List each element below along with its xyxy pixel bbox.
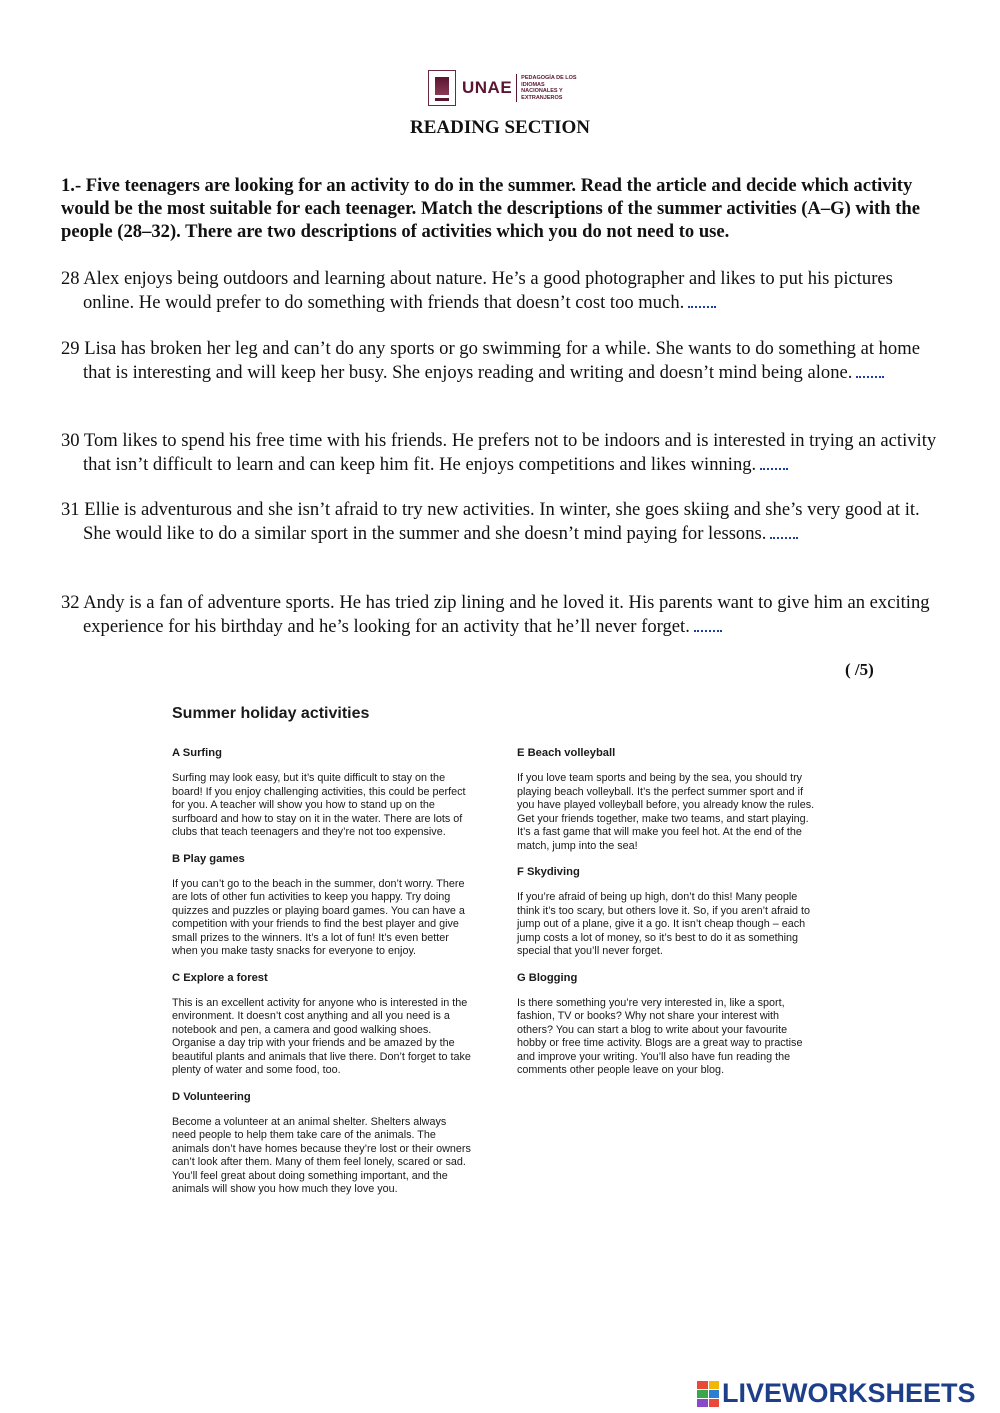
activity-heading: C Explore a forest [172,971,268,984]
activity-body: Is there something you’re very interested in, like a sport, fashion, TV or books? Why not share your interest with others? You can start a blog to write about your favourite hobby or free time activity. Blogs are a great way to practise and improve your writing. You’ll also have fun reading the comments other people leave on your blog. [517,996,803,1076]
activity-body: If you’re afraid of being up high, don’t do this! Many people think it’s too scary, but others love it. So, if you aren’t afraid to jump out of a plane, give it a go. It isn’t cheap though – each jump costs a lot of money, so it’s best to do it as something special that you’ll never forget. [517,891,811,957]
activity-body: Surfing may look easy, but it’s quite difficult to stay on the board! If you enjoy challenging activities, this could be perfect for you. A teacher will show you how to stand up on the surfboard and how to stay on it in the water. There are lots of clubs that teach teenagers and they’re not too expensive. [172,772,466,838]
section-title: READING SECTION [409,117,590,138]
logo-subtitle: PEDAGOGÍA DE LOS IDIOMAS NACIONALES Y EXTRANJEROS [521,75,577,101]
score: ( /5) [845,660,874,679]
activity-body: This is an excellent activity for anyone who is interested in the environment. It doesn’t cost anything and all you need is a notebook and pen, a camera and good walking shoes. Organise a day trip with your friends and be amazed by the beautiful plants and animals that live there. Don’t forget to take plenty of water and some food, too. [172,996,471,1076]
answer-blank-31[interactable] [770,521,798,539]
activity-heading: E Beach volleyball [517,747,616,759]
activity-heading: F Skydiving [517,866,580,878]
answer-blank-30[interactable] [760,452,788,470]
unae-emblem-icon [428,70,456,106]
question-text: 30 Tom likes to spend his free time with his friends. He prefers not to be indoors and is interested in trying an activity that isn’t difficult to learn and can keep him fit. He enjoys competitions and likes winning. [61,430,937,475]
activity-a [172,747,472,840]
answer-blank-32[interactable] [694,614,722,632]
unae-logo [428,70,581,106]
activity-heading: B Play games [172,852,245,865]
question-31 [61,498,946,545]
question-32 [61,591,946,638]
question-text: 28 Alex enjoys being outdoors and learning about nature. He’s a good photographer and likes to put his pictures online. He would prefer to do something with friends that doesn’t cost too much. [61,268,893,313]
question-text: 31 Ellie is adventurous and she isn’t afraid to try new activities. In winter, she goes skiing and she’s very good at it. She would like to do a similar sport in the summer and she doesn’t mind paying for lessons. [61,499,920,544]
question-text: 29 Lisa has broken her leg and can’t do any sports or go swimming for a while. She wants to do something at home that is interesting and will keep her busy. She enjoys reading and writing and doesn’t mind being alone. [61,338,920,383]
activity-e [517,747,817,853]
logo-name: UNAE [462,78,513,97]
activity-g [517,972,817,1078]
instructions: 1.- Five teenagers are looking for an activity to do in the summer. Read the article and decide which activity would be the most suitable for each teenager. Match the descriptions of the summer activities (A–G) with the people (28–32). There are two descriptions of activities which you do not need to use. [61,175,920,242]
question-28 [61,267,946,314]
liveworksheets-footer[interactable] [697,1378,976,1409]
activity-c [172,972,472,1078]
activity-body: If you can’t go to the beach in the summer, don’t worry. There are lots of other fun activities to keep you happy. Try doing quizzes and puzzles or playing board games. You can have a competition with your friends to find the best player and give small prizes to the winners. It’s a lot of fun! It’s even better when you make tasty snacks for everyone to enjoy. [172,877,465,957]
activity-b [172,853,472,959]
activity-heading: A Surfing [172,747,222,759]
question-30 [61,429,946,476]
activity-body: If you love team sports and being by the sea, you should try playing beach volleyball. It’s the perfect summer sport and if you have played volleyball before, you already know the rules. Get your friends together, make two teams, and start playing. It’s a fast game that will make you feel hot. At the end of the match, jump into the sea! [517,772,815,852]
question-29 [61,337,946,384]
liveworksheets-logo-icon [697,1381,719,1407]
answer-blank-28[interactable] [688,290,716,308]
activity-f [517,866,817,959]
activity-heading: G Blogging [517,971,578,984]
activity-heading: D Volunteering [172,1090,251,1103]
footer-brand: LIVEWORKSHEETS [722,1378,976,1408]
article-title: Summer holiday activities [172,705,370,722]
article-column-right [517,747,817,1091]
activity-body: Become a volunteer at an animal shelter. Shelters always need people to help them take care of the animals. The animals don’t have homes because they’re lost or their owners can’t look after them. Many of them feel lonely, scared or sad. You’ll feel great about doing something important, and the animals will show you how much they love you. [172,1115,471,1195]
question-text: 32 Andy is a fan of adventure sports. He has tried zip lining and he loved it. His parents want to give him an exciting experience for his birthday and he’s looking for an activity that he’ll never forget. [61,592,930,637]
activity-d [172,1091,472,1197]
answer-blank-29[interactable] [856,360,884,378]
article-column-left [172,747,472,1210]
